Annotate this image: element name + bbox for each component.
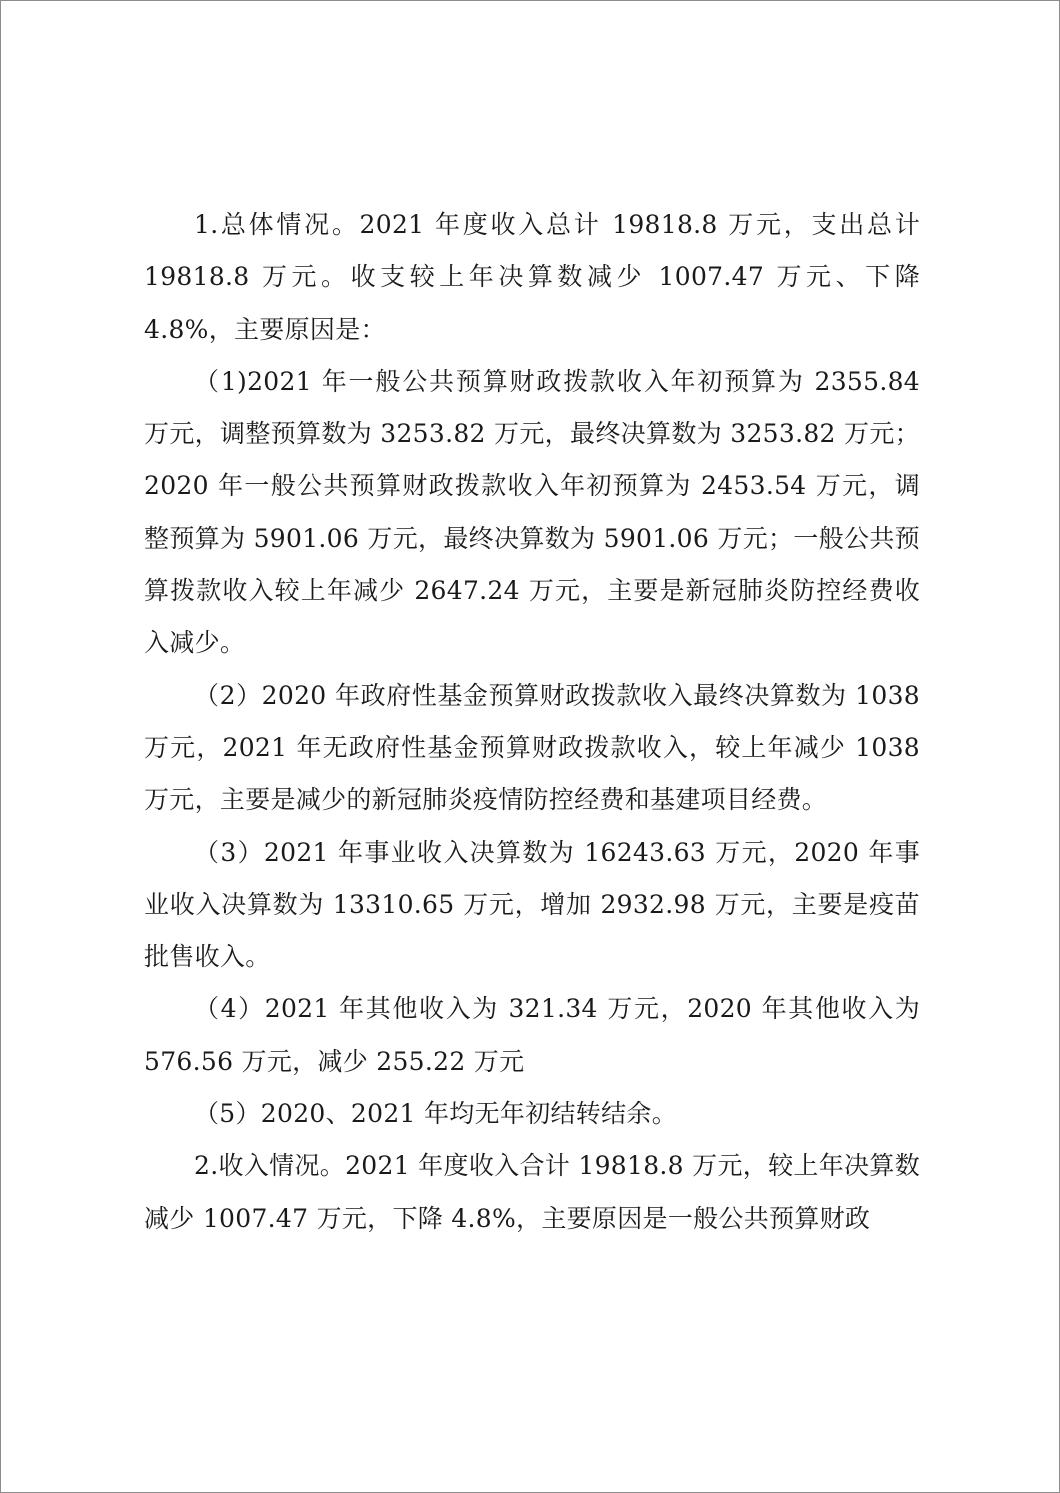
paragraph-item-5: （5）2020、2021 年均无年初结转结余。 bbox=[194, 1099, 677, 1129]
paragraph-overall: 1.总体情况。2021 年度收入总计 19818.8 万元，支出总计 19818.8 万元。收支较上年决算数减少 1007.47 万元、下降 4.8%，主要原因是： bbox=[144, 210, 920, 344]
paragraph-item-1: （1)2021 年一般公共预算财政拨款收入年初预算为 2355.84 万元，调整预算数为 3253.82 万元，最终决算数为 3253.82 万元；2020 年一般公共预算财政拨款收入年初预算为 2453.54 万元，调整预算为 5901.06 万元，最终决算数为 5901.06 万元；一般公共预算拨款收入较上年减少 2647.24 万元，主要是新冠肺炎防控经费收入减少。 bbox=[144, 366, 920, 658]
document-body bbox=[144, 199, 920, 1245]
paragraph-item-2: （2）2020 年政府性基金预算财政拨款收入最终决算数为 1038 万元，2021 年无政府性基金预算财政拨款收入，较上年减少 1038 万元，主要是减少的新冠肺炎疫情防控经费和基建项目经费。 bbox=[144, 680, 920, 815]
paragraph-income: 2.收入情况。2021 年度收入合计 19818.8 万元，较上年决算数减少 1007.47 万元，下降 4.8%，主要原因是一般公共预算财政 bbox=[144, 1151, 920, 1233]
paragraph-item-3: （3）2021 年事业收入决算数为 16243.63 万元，2020 年事业收入决算数为 13310.65 万元，增加 2932.98 万元，主要是疫苗批售收入。 bbox=[144, 837, 920, 972]
paragraph-item-4: （4）2021 年其他收入为 321.34 万元，2020 年其他收入为 576.56 万元，减少 255.22 万元 bbox=[144, 994, 920, 1076]
